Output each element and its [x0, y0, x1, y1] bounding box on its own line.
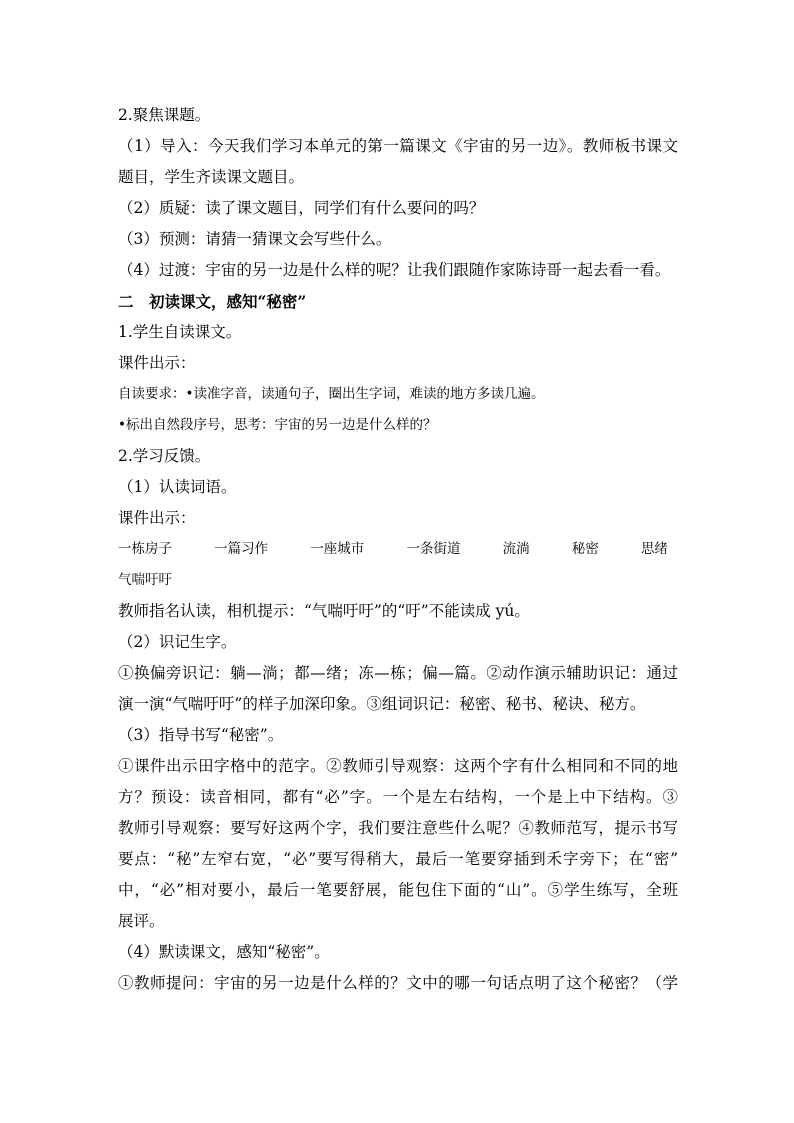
word-list: [118, 534, 668, 565]
word-item: 一座城市: [310, 541, 365, 557]
text-line: 方？预设：读音相同，都有“必”字。一个是左右结构，一个是上中下结构。③: [118, 788, 678, 806]
text-line: 课件出示：: [118, 509, 196, 527]
text-line: 教师引导观察：要写好这两个字，我们要注意些什么呢？④教师范写，提示书写: [118, 819, 678, 837]
text-line: ①教师提问：宇宙的另一边是什么样的？文中的哪一句话点明了这个秘密？（学: [118, 974, 678, 992]
text-line: （3）指导书写“秘密”。: [118, 726, 284, 744]
text-line: ①换偏旁识记：躺—淌；都—绪；冻—栋；偏—篇。②动作演示辅助识记：通过: [118, 664, 678, 682]
section-heading: 二 初读课文，感知“秘密”: [118, 292, 307, 311]
text-line: （2）识记生字。: [118, 633, 237, 651]
word-item: 一条街道: [406, 541, 461, 557]
text-line: 中，“必”相对要小，最后一笔要舒展，能包住下面的“山”。⑤学生练写，全班: [118, 881, 678, 899]
word-item: 一栋房子: [118, 541, 172, 557]
text-line: 2.学习反馈。: [118, 447, 211, 465]
text-line: ①课件出示田字格中的范字。②教师引导观察：这两个字有什么相同和不同的地: [118, 757, 678, 775]
text-line: （1）导入：今天我们学习本单元的第一篇课文《宇宙的另一边》。教师板书课文: [118, 137, 678, 155]
text-line: 演一演“气喘吁吁”的样子加深印象。③组词识记：秘密、秘书、秘诀、秘方。: [118, 695, 646, 713]
text-line: 自读要求：•读准字音，读通句子，圈出生字词，难读的地方多读几遍。: [118, 386, 545, 402]
text-line: 题目，学生齐读课文题目。: [118, 168, 305, 186]
text-line: •标出自然段序号，思考：宇宙的另一边是什么样的？: [118, 417, 437, 433]
word-item: 流淌: [502, 541, 530, 557]
text-line: 展评。: [118, 912, 165, 930]
text-line: （3）预测：请猜一猜课文会写些什么。: [118, 230, 392, 248]
text-line: 1.学生自读课文。: [118, 323, 242, 341]
text-line: （4）默读课文，感知“秘密”。: [118, 943, 330, 961]
text-line: 要点：“秘”左窄右宽，“必”要写得稍大，最后一笔要穿插到禾字旁下；在“密”: [118, 850, 678, 868]
text-line: 2.聚焦课题。: [118, 106, 211, 124]
word-item: 气喘吁吁: [118, 572, 172, 588]
text-line: 课件出示：: [118, 354, 196, 372]
word-item: 思绪: [640, 541, 668, 557]
text-line: 教师指名认读，相机提示：“气喘吁吁”的“吁”不能读成 yú。: [118, 602, 530, 620]
text-line: （2）质疑：读了课文题目，同学们有什么要问的吗？: [118, 199, 485, 217]
word-item: 一篇习作: [214, 541, 269, 557]
word-item: 秘密: [571, 541, 599, 557]
text-line: （4）过渡：宇宙的另一边是什么样的呢？让我们跟随作家陈诗哥一起去看一看。: [118, 261, 671, 279]
document-page: [118, 100, 678, 999]
text-line: （1）认读词语。: [118, 478, 237, 496]
